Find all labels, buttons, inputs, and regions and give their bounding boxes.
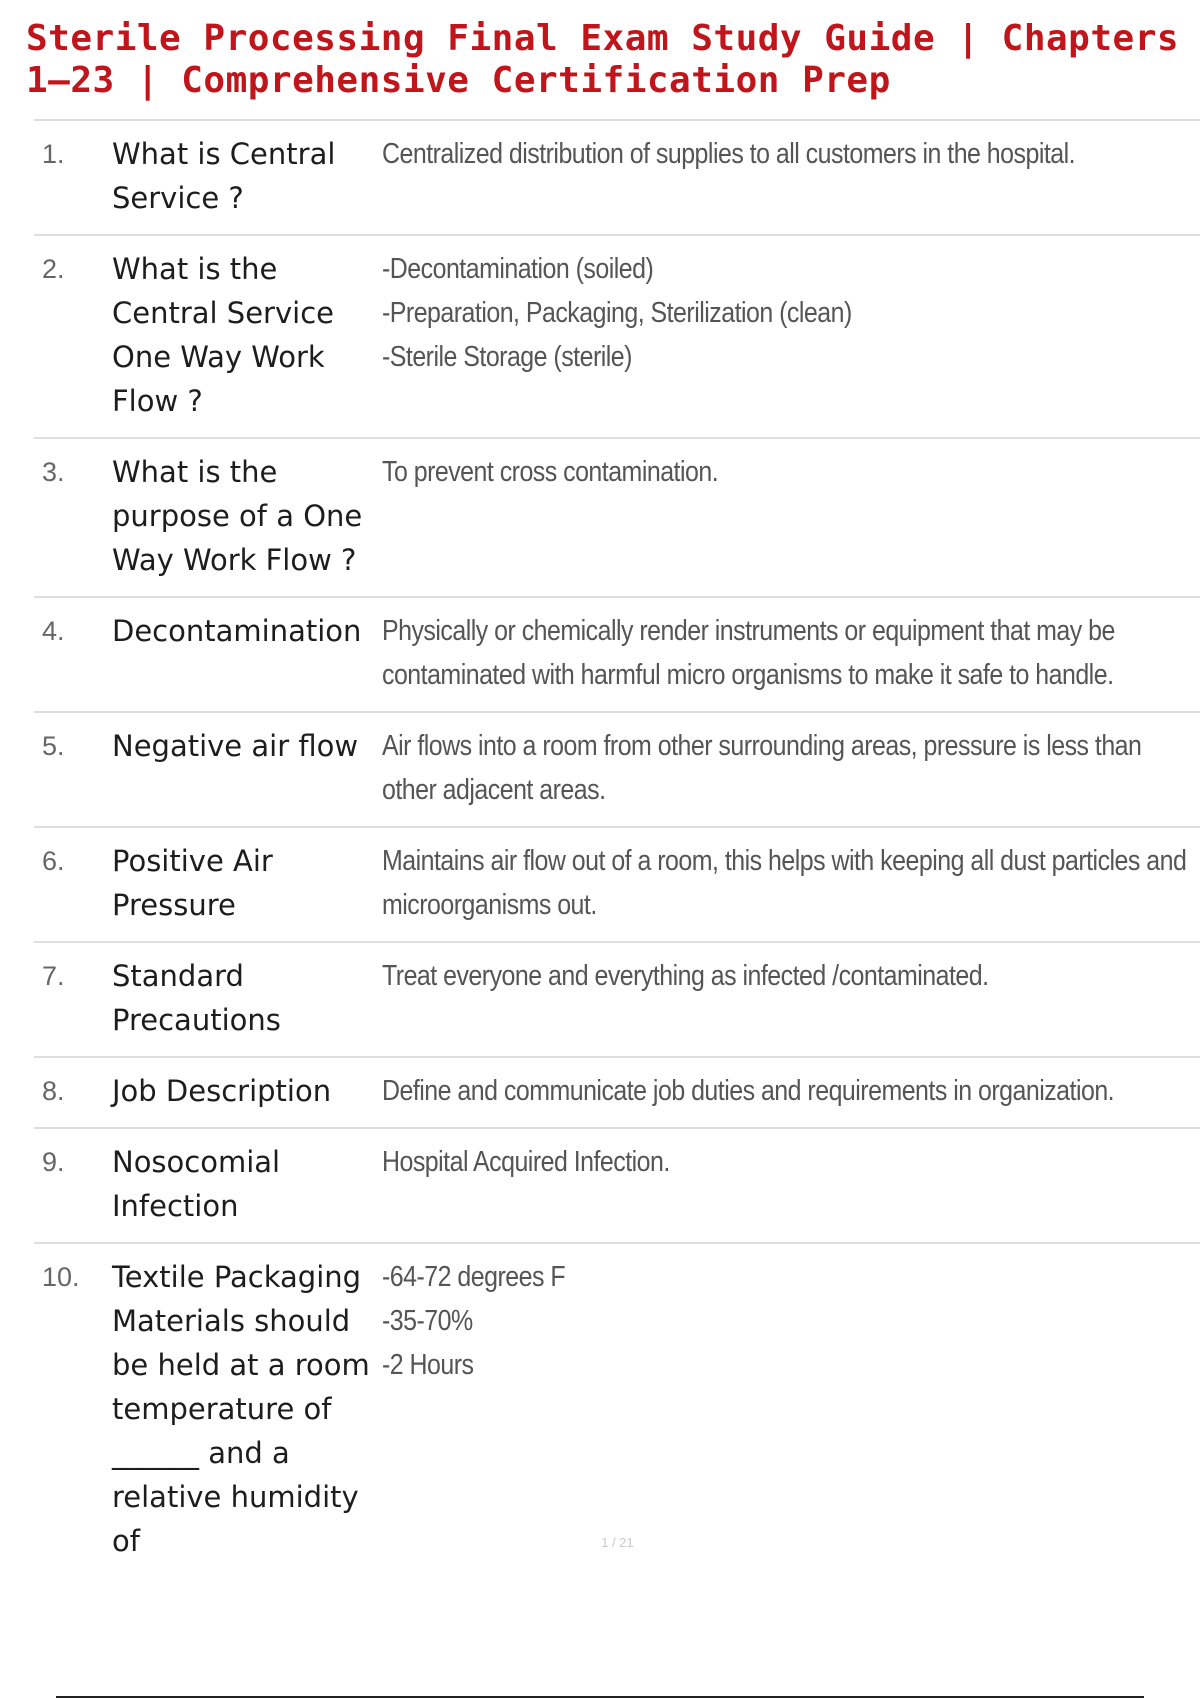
definition-line: Hospital Acquired Infection.	[382, 1146, 670, 1178]
item-term: What is the Central Service One Way Work Flow ?	[112, 252, 334, 418]
item-number: 4.	[42, 616, 65, 646]
item-number: 9.	[42, 1147, 65, 1177]
item-definition	[382, 132, 1198, 220]
item-definition	[382, 609, 1198, 697]
definition-line: Define and communicate job duties and requirements in organization.	[382, 1075, 1115, 1107]
definition-line: -Decontamination (soiled)	[382, 253, 654, 285]
definition-line: Physically or chemically render instruments or equipment that may be contaminated with harmful micro organisms to make it safe to handle.	[382, 615, 1115, 691]
list-item	[34, 236, 1200, 439]
item-term: Textile Packaging Materials should be held at a room temperature of ______ and a relative humidity of	[112, 1260, 370, 1558]
item-term: Job Description	[112, 1074, 332, 1108]
item-term: What is Central Service ?	[112, 137, 336, 215]
list-item	[34, 121, 1200, 236]
list-item	[34, 1058, 1200, 1129]
definition-line: Treat everyone and everything as infected /contaminated.	[382, 960, 989, 992]
definition-line: To prevent cross contamination.	[382, 456, 719, 488]
definition-line: -64-72 degrees F	[382, 1261, 566, 1293]
list-item	[34, 1244, 1200, 1577]
item-definition	[382, 839, 1198, 927]
document-title: Sterile Processing Final Exam Study Guide | Chapters 1–23 | Comprehensive Certification Prep	[26, 18, 1180, 101]
item-definition	[382, 1140, 1198, 1228]
item-term: Nosocomial Infection	[112, 1145, 281, 1223]
item-definition	[382, 247, 1198, 423]
list-item	[34, 713, 1200, 828]
list-item	[34, 828, 1200, 943]
item-term: What is the purpose of a One Way Work Flow ?	[112, 455, 363, 577]
item-definition	[382, 724, 1198, 812]
item-number: 7.	[42, 961, 65, 991]
definition-line: -2 Hours	[382, 1349, 474, 1381]
page-number: 1 / 21	[601, 1535, 634, 1550]
item-term: Positive Air Pressure	[112, 844, 273, 922]
item-number: 6.	[42, 846, 65, 876]
item-definition	[382, 450, 1198, 582]
definition-line: -Sterile Storage (sterile)	[382, 341, 632, 373]
list-item	[34, 598, 1200, 713]
list-item	[34, 439, 1200, 598]
item-number: 2.	[42, 254, 65, 284]
item-number: 8.	[42, 1076, 65, 1106]
definition-line: -Preparation, Packaging, Sterilization (clean)	[382, 297, 852, 329]
item-definition	[382, 954, 1198, 1042]
item-number: 1.	[42, 139, 65, 169]
item-number: 10.	[42, 1262, 80, 1292]
item-definition	[382, 1255, 1198, 1563]
list-item	[34, 1129, 1200, 1244]
item-definition	[382, 1069, 1198, 1113]
item-term: Standard Precautions	[112, 959, 281, 1037]
study-guide-list	[34, 121, 1200, 1577]
definition-line: Air flows into a room from other surrounding areas, pressure is less than other adjacent areas.	[382, 730, 1142, 806]
item-number: 3.	[42, 457, 65, 487]
item-term: Decontamination	[112, 614, 362, 648]
item-number: 5.	[42, 731, 65, 761]
item-term: Negative air flow	[112, 729, 359, 763]
definition-line: Maintains air flow out of a room, this helps with keeping all dust particles and microorganisms out.	[382, 845, 1187, 921]
definition-line: -35-70%	[382, 1305, 473, 1337]
definition-line: Centralized distribution of supplies to all customers in the hospital.	[382, 138, 1076, 170]
list-item	[34, 943, 1200, 1058]
footer-divider	[56, 1696, 1144, 1698]
